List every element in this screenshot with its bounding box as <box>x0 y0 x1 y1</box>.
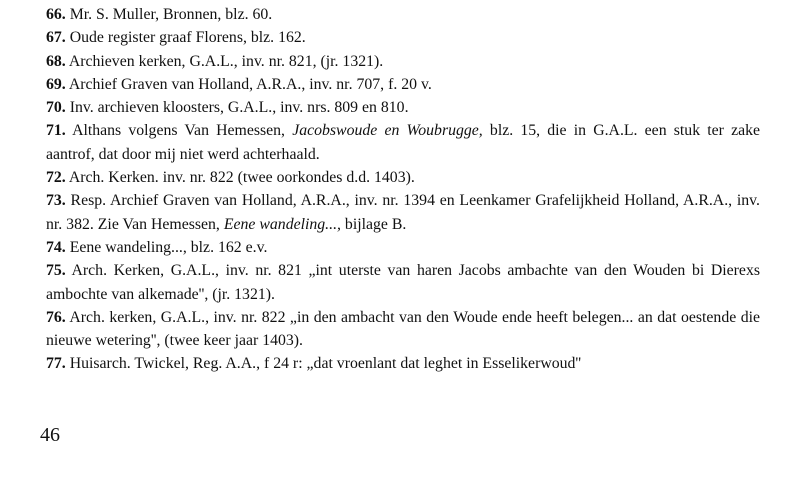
page-number: 46 <box>40 424 60 446</box>
footnote-text-pre: Resp. Archief Graven van Holland, A.R.A., inv. nr. 1394 en Leenkamer Grafelijkheid Holland, A.R.A., inv. nr. 382. Zie Van Hemessen, <box>46 192 760 233</box>
footnote-number: 71. <box>46 122 66 140</box>
footnote-70 <box>46 96 760 119</box>
footnote-76 <box>46 306 760 353</box>
footnote-75 <box>46 259 760 306</box>
footnote-text: Arch. kerken, G.A.L., inv. nr. 822 „in den ambacht van den Woude ende heeft belegen... an dat oestende die nieuwe wetering'', (twee keer jaar 1403). <box>46 308 761 350</box>
footnote-text: Inv. archieven kloosters, G.A.L., inv. nrs. 809 en 810. <box>69 99 409 117</box>
footnote-number: 67. <box>46 29 66 47</box>
footnote-77 <box>46 352 760 375</box>
footnote-66 <box>46 3 760 26</box>
footnote-74 <box>46 236 760 259</box>
footnote-text: Oude register graaf Florens, blz. 162. <box>69 29 306 47</box>
footnote-text: Eene wandeling..., blz. 162 e.v. <box>69 238 268 256</box>
footnote-69 <box>46 73 760 96</box>
footnote-number: 66. <box>46 6 66 23</box>
footnote-text: Arch. Kerken. inv. nr. 822 (twee oorkondes d.d. 1403). <box>68 169 415 187</box>
footnote-number: 69. <box>46 75 66 93</box>
footnote-title: Jacobswoude en Woubrugge, <box>292 122 483 140</box>
footnote-title: Eene wandeling..., <box>223 215 341 233</box>
footnote-number: 72. <box>46 169 66 187</box>
footnote-number: 75. <box>46 262 66 280</box>
footnote-text: Arch. Kerken, G.A.L., inv. nr. 821 „int uterste van haren Jacobs ambachte van den Wouden bi Dierexs ambochte van alkemade'', (jr. 1321). <box>46 262 760 303</box>
footnote-73 <box>46 189 760 236</box>
footnote-text: Archief Graven van Holland, A.R.A., inv. nr. 707, f. 20 v. <box>68 75 432 93</box>
footnote-67 <box>46 26 760 49</box>
footnote-text-post: bijlage B. <box>340 215 407 233</box>
footnote-71 <box>46 119 760 166</box>
footnote-number: 76. <box>46 308 66 326</box>
footnotes-list <box>46 3 760 376</box>
footnote-number: 68. <box>46 52 66 70</box>
footnote-text-post: blz. 15, die in G.A.L. een stuk ter zake aantrof, dat door mij niet werd achterhaald. <box>46 122 761 163</box>
footnote-number: 74. <box>46 238 66 256</box>
footnote-number: 70. <box>46 99 66 117</box>
footnote-text: Archieven kerken, G.A.L., inv. nr. 821, (jr. 1321). <box>68 52 384 70</box>
footnote-number: 77. <box>46 355 66 373</box>
footnote-text-pre: Althans volgens Van Hemessen, <box>72 122 293 140</box>
footnote-text: Huisarch. Twickel, Reg. A.A., f 24 r: „dat vroenlant dat leghet in Esselikerwoud'' <box>69 355 582 373</box>
footnote-text: Mr. S. Muller, Bronnen, blz. 60. <box>69 6 273 23</box>
footnote-number: 73. <box>46 192 66 210</box>
footnote-72 <box>46 166 760 189</box>
footnote-68 <box>46 50 760 73</box>
